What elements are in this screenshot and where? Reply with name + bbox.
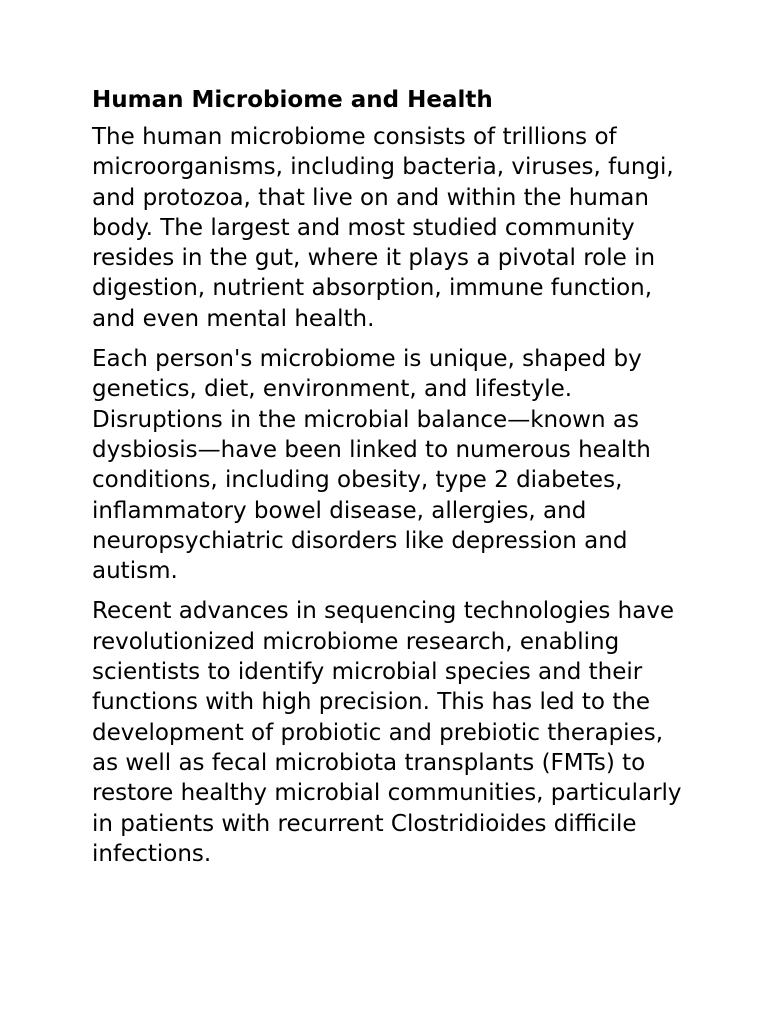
paragraph-intro: The human microbiome consists of trillions of microorganisms, including bacteria, viruses, fungi, and protozoa, that live on and within the human body. The largest and most studied community resides in the gut, where it plays a pivotal role in digestion, nutrient absorption, immune function, and even mental health. xyxy=(92,124,674,332)
paragraph-dysbiosis: Each person's microbiome is unique, shaped by genetics, diet, environment, and lifestyle. Disruptions in the microbial balance—known as dysbiosis—have been linked to numerous health conditions, including obesity, type 2 diabetes, inflammatory bowel disease, allergies, and neuropsychiatric disorders like depression and autism. xyxy=(92,346,651,585)
document-page xyxy=(92,84,682,879)
document-title: Human Microbiome and Health xyxy=(92,87,493,113)
paragraph-research: Recent advances in sequencing technologies have revolutionized microbiome research, enabling scientists to identify microbial species and their functions with high precision. This has led to the development of probiotic and prebiotic therapies, as well as fecal microbiota transplants (FMTs) to restore healthy microbial communities, particularly in patients with recurrent Clostridioides difficile infections. xyxy=(92,598,682,867)
